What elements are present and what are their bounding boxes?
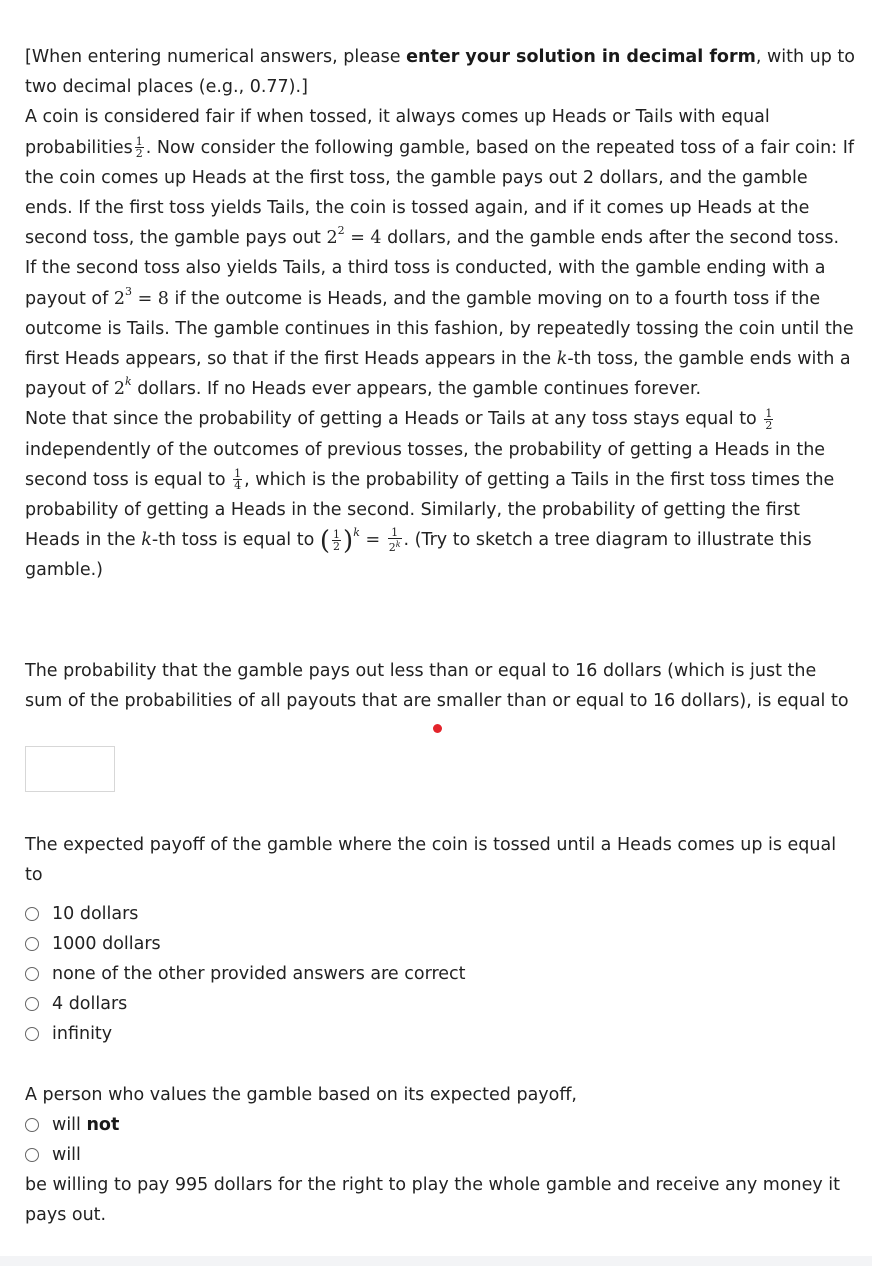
- question-3-tail: be willing to pay 995 dollars for the right to play the whole gamble and receive any money it pays out.: [25, 1175, 841, 1226]
- required-indicator: [433, 724, 442, 733]
- question-3-lead: A person who values the gamble based on its expected payoff,: [25, 1085, 577, 1105]
- question-2-text: The expected payoff of the gamble where the coin is tossed until a Heads comes up is equal to: [25, 835, 837, 886]
- radio-button[interactable]: [25, 1027, 39, 1041]
- radio-button[interactable]: [25, 997, 39, 1011]
- option-4-dollars[interactable]: 4 dollars: [25, 989, 127, 1019]
- fraction-one-over-2k: $\frac{1}{2^k}$: [388, 526, 401, 555]
- decimal-instruction: enter your solution in decimal form: [406, 47, 756, 67]
- radio-button[interactable]: [25, 937, 39, 951]
- intro-paragraph: [When entering numerical answers, please enter your solution in decimal form, with up to two decimal places (e.g., 0.77).] A coin is considered fair if when tossed, it always comes up Heads or Tails with equal probabilities $\frac{1}{2}$ . Now consider the following gamble, based on the repeated toss of a fair coin: If the coin comes up Heads at the first toss, the gamble pays out 2 dollars, and the gamble ends. If the first toss yields Tails, the coin is tossed again, and if it comes up Heads at the second toss, the gamble pays out $2^2 = 4$ dollars, and the gamble ends after the second toss. If the second toss also yields Tails, a third toss is conducted, with the gamble ending with a payout of $2^3 = 8$ if the outcome is Heads, and the gamble moving on to a fourth toss if the outcome is Tails. The gamble continues in this fashion, by repeatedly tossing the coin until the first Heads appears, so that if the first Heads appears in the k-th toss, the gamble ends with a payout of 2$^k$ dollars. If no Heads ever appears, the gamble continues forever. Note that since the probability of getting a Heads or Tails at any toss stays equal to $\frac{1}{2}$ independently of the outcomes of previous tosses, the probability of getting a Heads in the second toss is equal to $\frac{1}{4}$ , which is the probability of getting a Tails in the first toss times the probability of getting a Heads in the second. Similarly, the probability of getting the first Heads in the k-th toss is equal to ( $\frac{1}{2}$ )$^k$ = $\frac{1}{2^k}$ . (Try to sketch a tree diagram to illustrate this gamble.): [25, 47, 855, 581]
- radio-button[interactable]: [25, 967, 39, 981]
- radio-button[interactable]: [25, 1148, 39, 1162]
- question-1-text: The probability that the gamble pays out less than or equal to 16 dollars (which is just the sum of the probabilities of all payouts that are smaller than or equal to 16 dollars), is equal to: [25, 661, 849, 712]
- radio-button[interactable]: [25, 907, 39, 921]
- fraction-one-half: $\frac{1}{2}$: [135, 135, 143, 161]
- option-none-correct[interactable]: none of the other provided answers are correct: [25, 959, 466, 989]
- probability-answer-input[interactable]: [25, 746, 115, 792]
- radio-button[interactable]: [25, 1118, 39, 1132]
- option-1000-dollars[interactable]: 1000 dollars: [25, 929, 161, 959]
- option-10-dollars[interactable]: 10 dollars: [25, 899, 138, 929]
- fraction-one-quarter: $\frac{1}{4}$: [234, 467, 242, 493]
- fraction-one-half-2: $\frac{1}{2}$: [765, 406, 773, 432]
- option-will[interactable]: will: [25, 1140, 81, 1170]
- option-infinity[interactable]: infinity: [25, 1019, 112, 1049]
- option-will-not[interactable]: will not: [25, 1110, 119, 1140]
- footer-band: [0, 1256, 872, 1266]
